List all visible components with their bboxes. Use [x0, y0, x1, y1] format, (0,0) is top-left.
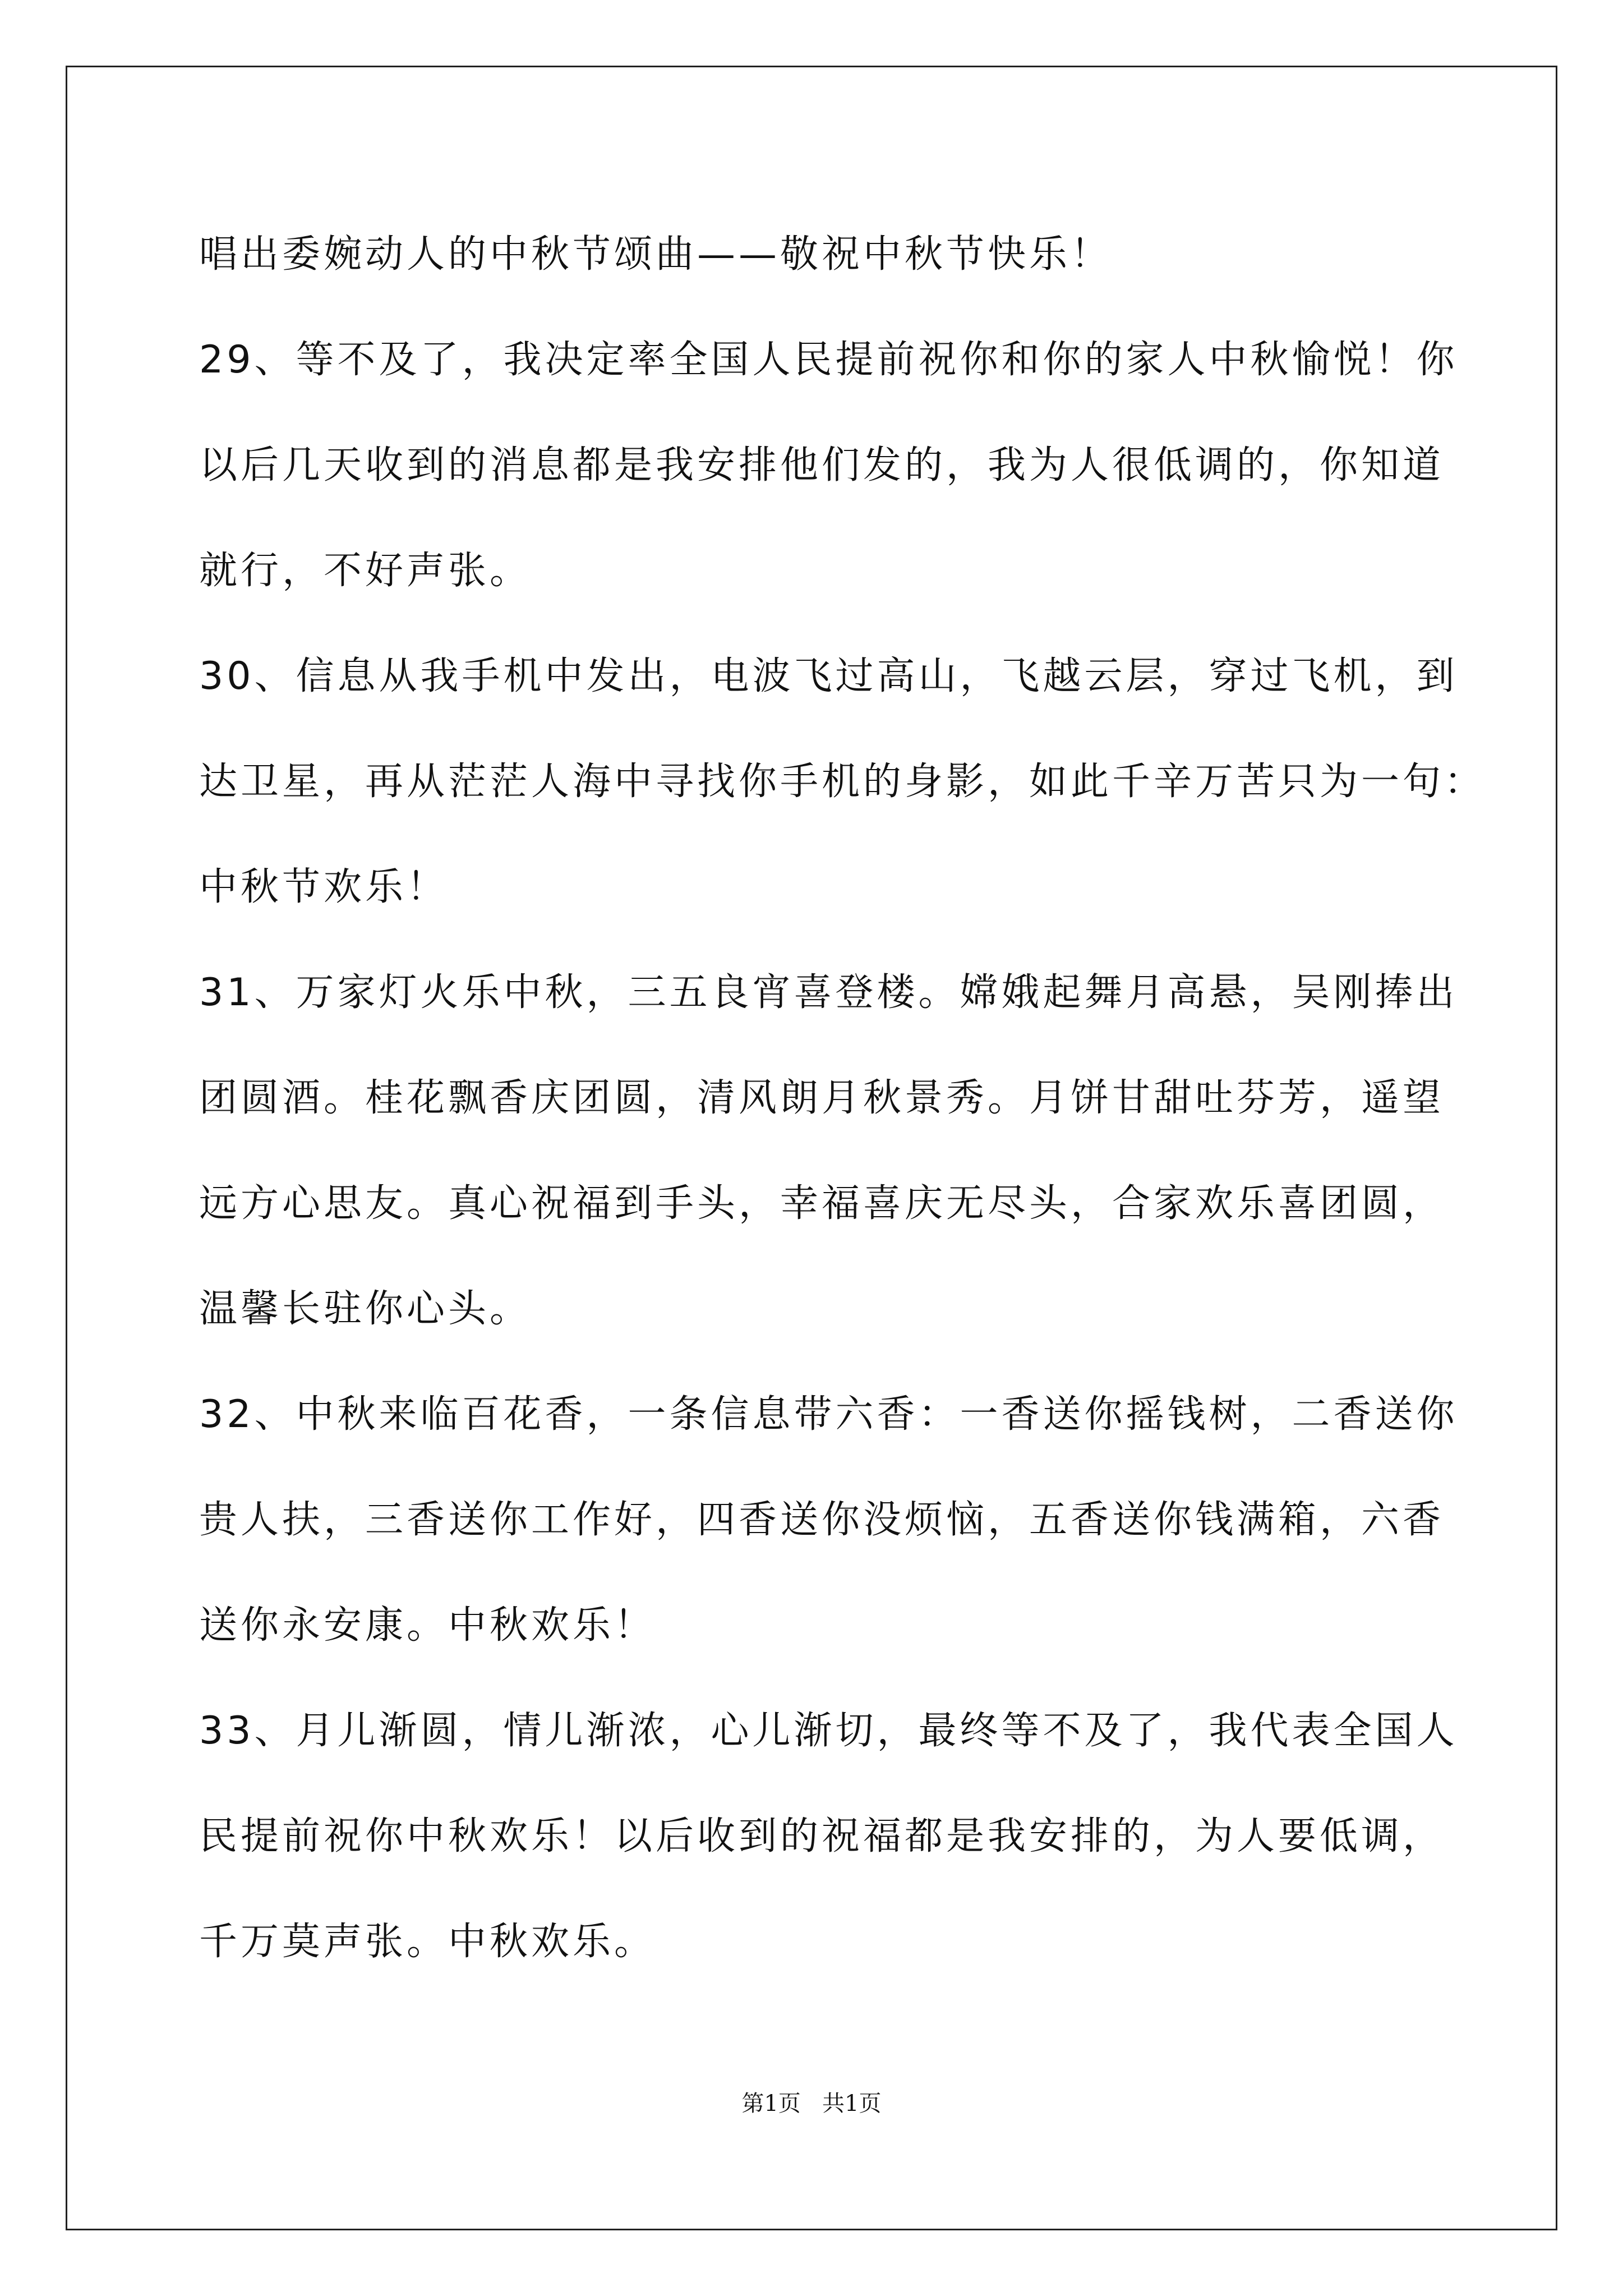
text-line: 民提前祝你中秋欢乐！以后收到的祝福都是我安排的，为人要低调， [199, 1814, 1445, 1858]
text-line: 远方心思友。真心祝福到手头，幸福喜庆无尽头，合家欢乐喜团圆， [199, 1181, 1445, 1226]
text-line: 唱出委婉动人的中秋节颂曲——敬祝中秋节快乐！ [199, 232, 1113, 277]
text-line: 29、等不及了，我决定率全国人民提前祝你和你的家人中秋愉悦！你 [199, 338, 1458, 382]
text-line: 32、中秋来临百花香，一条信息带六香：一香送你摇钱树，二香送你 [199, 1392, 1458, 1437]
text-line: 中秋节欢乐！ [199, 865, 449, 909]
text-line: 30、信息从我手机中发出，电波飞过高山，飞越云层，穿过飞机，到 [199, 654, 1458, 698]
text-line: 贵人扶，三香送你工作好，四香送你没烦恼，五香送你钱满箱，六香 [199, 1498, 1445, 1542]
text-line: 温馨长驻你心头。 [199, 1287, 532, 1331]
document-body [199, 202, 1486, 1995]
text-line: 送你永安康。中秋欢乐！ [199, 1603, 656, 1648]
page-footer: 第1页 共1页 [741, 2091, 882, 2116]
text-line: 千万莫声张。中秋欢乐。 [199, 1920, 656, 1964]
text-line: 以后几天收到的消息都是我安排他们发的，我为人很低调的，你知道 [199, 443, 1445, 487]
text-line: 33、月儿渐圆，情儿渐浓，心儿渐切，最终等不及了，我代表全国人 [199, 1709, 1458, 1753]
text-line: 团圆酒。桂花飘香庆团圆，清风朗月秋景秀。月饼甘甜吐芬芳，遥望 [199, 1076, 1445, 1120]
text-line: 达卫星，再从茫茫人海中寻找你手机的身影，如此千辛万苦只为一句： [199, 760, 1486, 804]
text-line: 就行，不好声张。 [199, 549, 532, 593]
text-line: 31、万家灯火乐中秋，三五良宵喜登楼。嫦娥起舞月高悬，吴刚捧出 [199, 970, 1458, 1015]
